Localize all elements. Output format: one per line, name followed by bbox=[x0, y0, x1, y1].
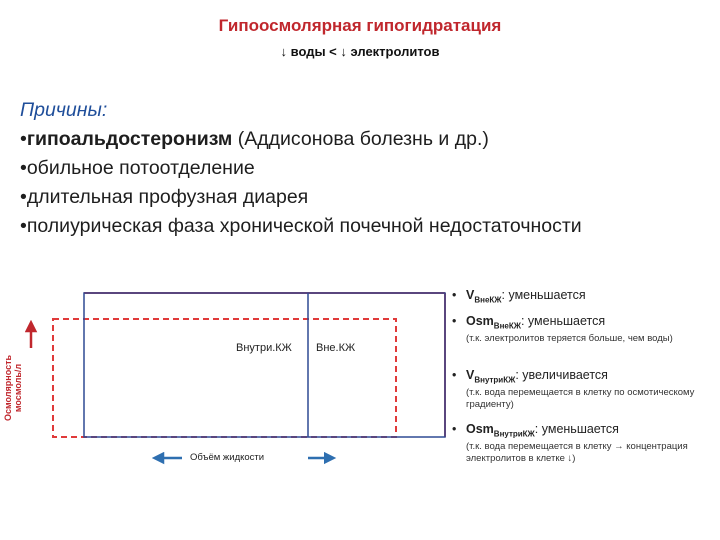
effect-subscript: ВнутриКЖ bbox=[474, 375, 516, 385]
y-axis-label-line2: мосмоль/л bbox=[13, 363, 23, 413]
effect-subscript: ВнеКЖ bbox=[493, 321, 521, 331]
effect-item bbox=[452, 288, 714, 305]
effect-text: : уменьшается bbox=[520, 314, 606, 328]
effect-item bbox=[452, 314, 714, 345]
bullet-icon: • bbox=[20, 128, 27, 150]
effect-detail: (т.к. вода перемещается в клетку → концентрация электролитов в клетке ↓) bbox=[466, 440, 688, 464]
bullet-icon: • bbox=[20, 186, 27, 208]
cause-item bbox=[20, 183, 710, 212]
compartment-diagram bbox=[0, 280, 450, 480]
y-axis-label bbox=[3, 353, 23, 423]
effect-subscript: ВнутриКЖ bbox=[493, 429, 535, 439]
cause-item bbox=[20, 125, 710, 154]
x-axis-label: Объём жидкости bbox=[190, 452, 265, 463]
effect-symbol: Osm bbox=[466, 314, 494, 328]
causes-heading: Причины: bbox=[20, 99, 108, 121]
effect-symbol: V bbox=[466, 288, 475, 302]
page-title: Гипоосмолярная гипогидратация bbox=[218, 16, 502, 35]
causes-block bbox=[20, 96, 710, 241]
bullet-icon: • bbox=[452, 288, 457, 302]
cause-text: (Аддисонова болезнь и др.) bbox=[232, 128, 489, 150]
effect-text: : уменьшается bbox=[501, 288, 586, 302]
effect-item bbox=[452, 368, 714, 411]
effect-text: : уменьшается bbox=[534, 422, 619, 436]
y-axis-label-line1: Осмолярность bbox=[3, 354, 13, 422]
cause-text: длительная профузная диарея bbox=[26, 186, 309, 208]
effect-text: : увеличивается bbox=[515, 368, 608, 382]
cause-item bbox=[20, 154, 710, 183]
bullet-icon: • bbox=[20, 215, 27, 237]
changed-state-box bbox=[84, 293, 445, 437]
cause-text: обильное потоотделение bbox=[26, 157, 255, 179]
effect-detail: (т.к. электролитов теряется больше, чем воды) bbox=[466, 332, 673, 344]
bullet-icon: • bbox=[452, 422, 457, 436]
extracellular-label: Вне.КЖ bbox=[316, 342, 356, 354]
bullet-icon: • bbox=[452, 314, 457, 328]
cause-item bbox=[20, 212, 710, 241]
page-subtitle: ↓ воды < ↓ электролитов bbox=[280, 44, 440, 59]
effect-detail: (т.к. вода перемещается в клетку по осмотическому градиенту) bbox=[466, 386, 695, 410]
effect-subscript: ВнеКЖ bbox=[474, 295, 502, 305]
cause-emphasis: гипоальдостеронизм bbox=[26, 128, 233, 150]
effect-symbol: Osm bbox=[466, 422, 494, 436]
bullet-icon: • bbox=[452, 368, 457, 382]
effect-symbol: V bbox=[466, 368, 475, 382]
normal-state-box bbox=[53, 319, 396, 437]
effect-item bbox=[452, 422, 714, 465]
bullet-icon: • bbox=[20, 157, 27, 179]
intracellular-label: Внутри.КЖ bbox=[236, 342, 292, 354]
cause-text: полиурическая фаза хронической почечной недостаточности bbox=[26, 215, 582, 237]
